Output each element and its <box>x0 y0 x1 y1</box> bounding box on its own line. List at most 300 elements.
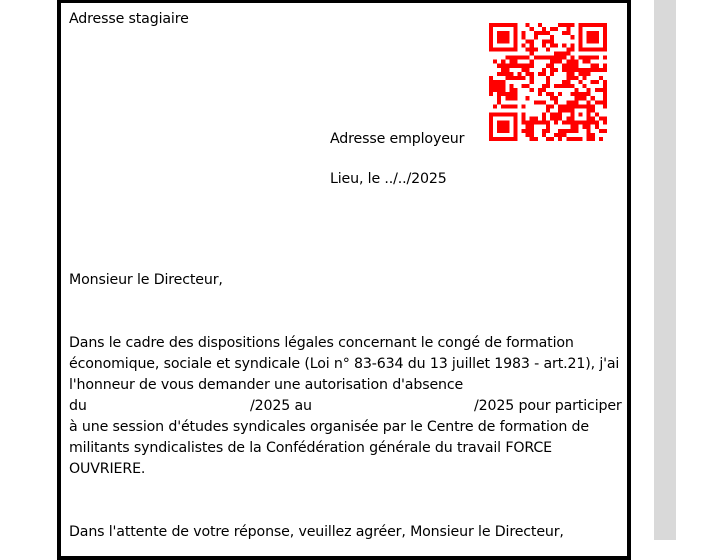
qr-module <box>554 43 558 47</box>
qr-module <box>501 39 505 43</box>
qr-module <box>530 137 534 141</box>
qr-module <box>603 100 607 104</box>
qr-module <box>583 47 587 51</box>
qr-module <box>554 27 558 31</box>
qr-module <box>530 125 534 129</box>
qr-module <box>566 76 570 80</box>
qr-module <box>595 88 599 92</box>
qr-module <box>574 76 578 80</box>
qr-module <box>493 88 497 92</box>
qr-module <box>579 72 583 76</box>
qr-module <box>534 121 538 125</box>
qr-module <box>509 47 513 51</box>
qr-module <box>517 76 521 80</box>
qr-module <box>550 35 554 39</box>
period-du: du <box>69 398 87 414</box>
qr-module <box>595 31 599 35</box>
qr-module <box>562 56 566 60</box>
qr-module <box>570 64 574 68</box>
qr-module <box>497 64 501 68</box>
qr-module <box>595 68 599 72</box>
qr-module <box>497 31 501 35</box>
qr-module <box>574 60 578 64</box>
qr-module <box>591 104 595 108</box>
qr-module <box>538 92 542 96</box>
qr-module <box>509 72 513 76</box>
qr-module <box>562 51 566 55</box>
qr-module <box>599 76 603 80</box>
qr-module <box>558 113 562 117</box>
qr-module <box>603 129 607 133</box>
qr-module <box>522 56 526 60</box>
qr-module <box>530 121 534 125</box>
qr-module <box>587 88 591 92</box>
qr-module <box>566 108 570 112</box>
qr-module <box>566 31 570 35</box>
qr-module <box>513 60 517 64</box>
qr-module <box>497 129 501 133</box>
qr-module <box>550 64 554 68</box>
qr-module <box>513 133 517 137</box>
qr-module <box>497 88 501 92</box>
qr-module <box>583 92 587 96</box>
qr-module <box>587 104 591 108</box>
qr-module <box>493 104 497 108</box>
qr-module <box>497 137 501 141</box>
qr-module <box>526 72 530 76</box>
qr-module <box>530 64 534 68</box>
qr-module <box>570 68 574 72</box>
qr-module <box>493 80 497 84</box>
qr-module <box>501 64 505 68</box>
qr-module <box>513 121 517 125</box>
qr-module <box>505 64 509 68</box>
qr-module <box>546 56 550 60</box>
qr-module <box>546 39 550 43</box>
qr-module <box>546 80 550 84</box>
qr-module <box>558 137 562 141</box>
qr-module <box>599 137 603 141</box>
qr-module <box>489 137 493 141</box>
qr-module <box>489 88 493 92</box>
qr-module <box>570 108 574 112</box>
qr-module <box>501 84 505 88</box>
qr-module <box>517 64 521 68</box>
qr-module <box>570 76 574 80</box>
qr-module <box>574 125 578 129</box>
qr-module <box>509 56 513 60</box>
qr-module <box>587 68 591 72</box>
qr-module <box>570 84 574 88</box>
qr-module <box>583 104 587 108</box>
qr-module <box>526 96 530 100</box>
qr-module <box>591 56 595 60</box>
body-line: militants syndicalistes de la Confédération générale du travail FORCE <box>69 440 552 456</box>
qr-module <box>595 125 599 129</box>
qr-module <box>497 125 501 129</box>
qr-module <box>595 23 599 27</box>
qr-module <box>566 117 570 121</box>
qr-module <box>595 35 599 39</box>
qr-module <box>497 80 501 84</box>
qr-module <box>595 121 599 125</box>
qr-module <box>489 133 493 137</box>
qr-module <box>497 113 501 117</box>
qr-module <box>554 100 558 104</box>
qr-module <box>570 56 574 60</box>
qr-module <box>546 76 550 80</box>
qr-module <box>530 39 534 43</box>
qr-module <box>534 56 538 60</box>
qr-module <box>562 129 566 133</box>
qr-module <box>505 104 509 108</box>
qr-module <box>562 31 566 35</box>
qr-module <box>591 133 595 137</box>
salutation: Monsieur le Directeur, <box>69 272 223 288</box>
qr-module <box>587 100 591 104</box>
qr-module <box>513 92 517 96</box>
qr-module <box>513 88 517 92</box>
qr-module <box>587 92 591 96</box>
qr-module <box>595 39 599 43</box>
qr-module <box>509 23 513 27</box>
qr-module <box>599 129 603 133</box>
qr-module <box>509 88 513 92</box>
qr-module <box>501 80 505 84</box>
qr-module <box>583 76 587 80</box>
qr-module <box>509 137 513 141</box>
qr-module <box>501 35 505 39</box>
period-from: /2025 au <box>250 398 312 414</box>
qr-module <box>513 56 517 60</box>
qr-module <box>587 72 591 76</box>
qr-module <box>505 23 509 27</box>
qr-module <box>570 121 574 125</box>
qr-module <box>513 23 517 27</box>
qr-module <box>566 23 570 27</box>
qr-module <box>526 56 530 60</box>
qr-module <box>505 39 509 43</box>
qr-module <box>603 43 607 47</box>
qr-module <box>505 121 509 125</box>
qr-module <box>513 96 517 100</box>
qr-module <box>599 100 603 104</box>
qr-module <box>542 129 546 133</box>
qr-module <box>579 47 583 51</box>
qr-module <box>497 39 501 43</box>
qr-module <box>554 56 558 60</box>
qr-module <box>546 47 550 51</box>
qr-module <box>489 76 493 80</box>
qr-module <box>595 100 599 104</box>
qr-module <box>579 104 583 108</box>
qr-module <box>603 80 607 84</box>
qr-module <box>522 35 526 39</box>
qr-module <box>522 43 526 47</box>
body-line: Dans le cadre des dispositions légales concernant le congé de formation <box>69 335 574 351</box>
qr-module <box>501 31 505 35</box>
qr-module <box>513 137 517 141</box>
qr-module <box>509 104 513 108</box>
scrollbar-track[interactable] <box>654 0 676 540</box>
qr-module <box>574 104 578 108</box>
qr-module <box>558 23 562 27</box>
qr-module <box>530 117 534 121</box>
qr-module <box>570 72 574 76</box>
qr-module <box>497 100 501 104</box>
qr-module <box>591 35 595 39</box>
qr-module <box>546 129 550 133</box>
qr-module <box>603 47 607 51</box>
qr-module <box>574 68 578 72</box>
qr-module <box>562 64 566 68</box>
qr-module <box>530 129 534 133</box>
qr-module <box>574 121 578 125</box>
qr-module <box>603 96 607 100</box>
qr-module <box>562 84 566 88</box>
body-line: économique, sociale et syndicale (Loi n° 83-634 du 13 juillet 1983 - art.21), j'ai <box>69 356 620 372</box>
qr-module <box>546 108 550 112</box>
qr-module <box>591 39 595 43</box>
qr-module <box>583 56 587 60</box>
qr-module <box>526 129 530 133</box>
qr-module <box>538 23 542 27</box>
qr-module <box>505 113 509 117</box>
qr-module <box>591 117 595 121</box>
qr-module <box>599 88 603 92</box>
qr-module <box>542 88 546 92</box>
qr-module <box>542 27 546 31</box>
qr-module <box>505 72 509 76</box>
qr-module <box>570 104 574 108</box>
qr-module <box>501 23 505 27</box>
qr-module <box>583 60 587 64</box>
qr-module <box>562 80 566 84</box>
qr-module <box>513 39 517 43</box>
qr-module <box>566 72 570 76</box>
qr-module <box>505 76 509 80</box>
closing-line: Dans l'attente de votre réponse, veuillez agréer, Monsieur le Directeur, <box>69 524 564 540</box>
qr-module <box>522 64 526 68</box>
qr-module <box>574 96 578 100</box>
qr-module <box>579 96 583 100</box>
qr-module <box>603 117 607 121</box>
qr-module <box>579 27 583 31</box>
qr-module <box>579 43 583 47</box>
qr-module <box>550 113 554 117</box>
qr-module <box>489 47 493 51</box>
qr-module <box>566 84 570 88</box>
qr-module <box>591 64 595 68</box>
qr-module <box>579 92 583 96</box>
qr-module <box>530 72 534 76</box>
qr-module <box>570 47 574 51</box>
qr-module <box>538 31 542 35</box>
qr-module <box>558 129 562 133</box>
qr-module <box>603 31 607 35</box>
qr-module <box>550 72 554 76</box>
qr-module <box>522 104 526 108</box>
qr-module <box>505 68 509 72</box>
qr-module <box>603 27 607 31</box>
qr-module <box>530 60 534 64</box>
qr-module <box>603 64 607 68</box>
qr-module <box>570 35 574 39</box>
qr-module <box>501 104 505 108</box>
qr-module <box>554 51 558 55</box>
qr-module <box>587 137 591 141</box>
qr-module <box>583 96 587 100</box>
qr-module <box>587 113 591 117</box>
qr-module <box>570 137 574 141</box>
qr-module <box>497 23 501 27</box>
qr-module <box>489 117 493 121</box>
qr-module <box>534 137 538 141</box>
qr-module <box>522 129 526 133</box>
qr-module <box>526 68 530 72</box>
qr-module <box>546 84 550 88</box>
qr-module <box>513 125 517 129</box>
qr-module <box>566 27 570 31</box>
qr-module <box>570 92 574 96</box>
qr-module <box>505 35 509 39</box>
qr-module <box>554 117 558 121</box>
qr-module <box>513 31 517 35</box>
qr-module <box>530 47 534 51</box>
place-date: Lieu, le ../../2025 <box>330 171 447 187</box>
qr-module <box>583 23 587 27</box>
qr-module <box>566 60 570 64</box>
qr-module <box>591 47 595 51</box>
qr-module <box>542 100 546 104</box>
qr-module <box>546 64 550 68</box>
qr-module <box>513 129 517 133</box>
qr-module <box>513 104 517 108</box>
qr-module <box>493 60 497 64</box>
qr-module <box>566 100 570 104</box>
qr-module <box>599 117 603 121</box>
qr-module <box>603 39 607 43</box>
qr-module <box>546 137 550 141</box>
qr-module <box>595 80 599 84</box>
qr-module <box>599 47 603 51</box>
qr-module <box>566 121 570 125</box>
qr-module <box>497 121 501 125</box>
qr-module <box>509 96 513 100</box>
qr-module <box>587 133 591 137</box>
qr-module <box>526 64 530 68</box>
qr-module <box>574 100 578 104</box>
qr-module <box>558 84 562 88</box>
qr-module <box>505 129 509 133</box>
qr-module <box>505 137 509 141</box>
employer-address: Adresse employeur <box>330 131 465 147</box>
qr-module <box>570 129 574 133</box>
qr-module <box>517 56 521 60</box>
qr-module <box>517 72 521 76</box>
qr-module <box>489 113 493 117</box>
qr-module <box>489 121 493 125</box>
qr-module <box>579 113 583 117</box>
qr-module <box>550 56 554 60</box>
qr-module <box>587 23 591 27</box>
qr-module <box>599 68 603 72</box>
qr-module <box>591 96 595 100</box>
qr-module <box>558 60 562 64</box>
qr-module <box>591 137 595 141</box>
qr-module <box>595 113 599 117</box>
qr-module <box>526 84 530 88</box>
qr-module <box>546 92 550 96</box>
qr-module <box>497 72 501 76</box>
stagiaire-address: Adresse stagiaire <box>69 11 189 27</box>
qr-module <box>579 39 583 43</box>
qr-module <box>579 31 583 35</box>
qr-module <box>554 96 558 100</box>
qr-module <box>501 137 505 141</box>
qr-module <box>542 43 546 47</box>
qr-module <box>505 47 509 51</box>
qr-module <box>542 68 546 72</box>
qr-module <box>603 68 607 72</box>
qr-module <box>522 121 526 125</box>
qr-module <box>558 92 562 96</box>
qr-module <box>574 64 578 68</box>
qr-module <box>489 31 493 35</box>
qr-module <box>501 121 505 125</box>
qr-module <box>509 64 513 68</box>
qr-module <box>546 121 550 125</box>
qr-module <box>522 68 526 72</box>
qr-module <box>583 121 587 125</box>
qr-module <box>566 68 570 72</box>
qr-module <box>587 56 591 60</box>
qr-module <box>558 117 562 121</box>
qr-module <box>550 43 554 47</box>
qr-module <box>497 35 501 39</box>
qr-module <box>534 47 538 51</box>
qr-module <box>489 84 493 88</box>
qr-module <box>501 129 505 133</box>
qr-module <box>546 125 550 129</box>
qr-module <box>513 35 517 39</box>
qr-module <box>534 117 538 121</box>
qr-module <box>501 113 505 117</box>
qr-module <box>538 72 542 76</box>
qr-module <box>587 121 591 125</box>
qr-module <box>583 125 587 129</box>
qr-module <box>493 23 497 27</box>
qr-module <box>583 72 587 76</box>
qr-module <box>558 51 562 55</box>
qr-module <box>530 88 534 92</box>
qr-module <box>570 43 574 47</box>
qr-module <box>550 104 554 108</box>
qr-module <box>603 23 607 27</box>
qr-module <box>497 96 501 100</box>
qr-module <box>505 31 509 35</box>
qr-module <box>489 35 493 39</box>
qr-module <box>513 117 517 121</box>
qr-module <box>566 51 570 55</box>
qr-module <box>591 108 595 112</box>
qr-module <box>526 39 530 43</box>
qr-module <box>489 23 493 27</box>
qr-module <box>570 117 574 121</box>
qr-module <box>513 64 517 68</box>
qr-module <box>513 113 517 117</box>
qr-module <box>513 47 517 51</box>
